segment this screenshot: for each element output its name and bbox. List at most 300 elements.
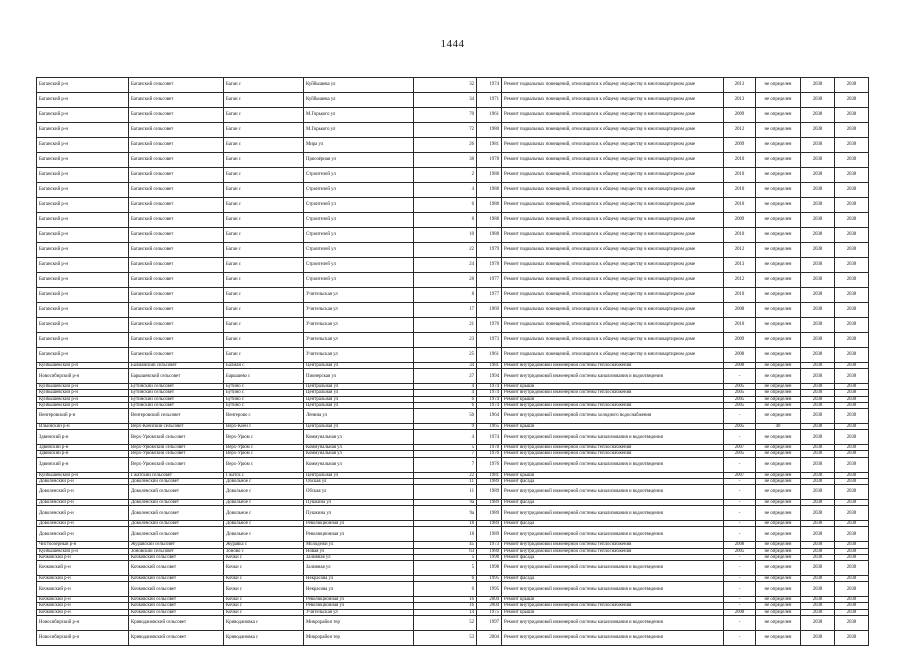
cell-house: 25 (414, 348, 477, 363)
cell-council: Баганский сельсовет (129, 213, 224, 228)
cell-district: Баганский р-н (37, 243, 129, 258)
cell-street: Учительская ул (304, 303, 414, 318)
cell-settlement: Баган с (224, 78, 304, 93)
cell-council: Доволенский сельсовет (129, 478, 224, 484)
cell-start: 2038 (801, 582, 835, 597)
cell-start: 2038 (801, 597, 835, 603)
cell-council: Кочковский сельсовет (129, 597, 224, 603)
cell-street: Учительская ул (304, 318, 414, 333)
cell-plan-year: - (724, 478, 756, 484)
cell-end: 2038 (835, 348, 869, 363)
cell-settlement: Баган с (224, 318, 304, 333)
cell-year: 1973 (477, 542, 502, 548)
cell-cost: не определен (756, 609, 801, 615)
cell-street: Микрорайон тер (304, 630, 414, 645)
cell-cost: не определен (756, 582, 801, 597)
cell-street: Центральная ул (304, 396, 414, 402)
cell-council: Доволенский сельсовет (129, 485, 224, 500)
cell-work: Ремонт фасада (502, 500, 724, 506)
cell-street: Коммунальная ул (304, 457, 414, 472)
cell-settlement: Баган с (224, 153, 304, 168)
table-row (37, 153, 869, 168)
cell-house: 6 (414, 402, 477, 408)
cell-street: Центральная ул (304, 402, 414, 408)
cell-start: 2038 (801, 348, 835, 363)
cell-house: 14 (414, 609, 477, 615)
cell-plan-year: 2010 (724, 183, 756, 198)
cell-house: 26 (414, 138, 477, 153)
table-row (37, 506, 869, 521)
cell-year: 1981 (477, 472, 502, 478)
cell-district: Баганский р-н (37, 153, 129, 168)
cell-street: Революционная ул (304, 603, 414, 609)
cell-plan-year: 2009 (724, 213, 756, 228)
cell-plan-year: 2010 (724, 153, 756, 168)
cell-year: 1989 (477, 527, 502, 542)
cell-work: Ремонт внутридомовой инженерной системы теплоснабжения (502, 603, 724, 609)
cell-district: Куйбышевский р-н (37, 548, 129, 554)
cell-street: Строителей ул (304, 213, 414, 228)
cell-work: Ремонт внутридомовой инженерной системы канализования и водоотведения (502, 485, 724, 500)
cell-settlement: Баган с (224, 258, 304, 273)
cell-year: 1981 (477, 138, 502, 153)
cell-street: Пионерская ул (304, 369, 414, 384)
cell-council: Кочковский сельсовет (129, 582, 224, 597)
cell-end: 2038 (835, 168, 869, 183)
cell-start: 2038 (801, 554, 835, 560)
cell-house: 6 (414, 582, 477, 597)
cell-start: 2038 (801, 561, 835, 576)
cell-council: Баганский сельсовет (129, 168, 224, 183)
cell-council: Криводановский сельсовет (129, 630, 224, 645)
cell-settlement: Барышево с (224, 369, 304, 384)
cell-start: 2038 (801, 318, 835, 333)
table-row (37, 369, 869, 384)
cell-house: 50 (414, 409, 477, 424)
table-row (37, 108, 869, 123)
cell-district: Баганский р-н (37, 273, 129, 288)
cell-district: Ильинский р-н (37, 424, 129, 430)
cell-plan-year: 2010 (724, 288, 756, 303)
cell-end: 2038 (835, 445, 869, 451)
cell-start: 2038 (801, 258, 835, 273)
cell-work: Ремонт крыши (502, 472, 724, 478)
cell-settlement: Довольное с (224, 506, 304, 521)
cell-start: 2038 (801, 603, 835, 609)
cell-district: Кочковский р-н (37, 576, 129, 582)
cell-house: 4 (414, 390, 477, 396)
cell-council: Баганский сельсовет (129, 318, 224, 333)
cell-house: 52 (414, 615, 477, 630)
cell-end: 2038 (835, 430, 869, 445)
cell-cost: не определен (756, 333, 801, 348)
cell-district: Баганский р-н (37, 93, 129, 108)
cell-council: Бутинский сельсовет (129, 384, 224, 390)
cell-year: 1989 (477, 506, 502, 521)
cell-house: 24 (414, 258, 477, 273)
cell-cost: не определен (756, 615, 801, 630)
cell-end: 2038 (835, 451, 869, 457)
cell-plan-year: 2013 (724, 258, 756, 273)
cell-street: Строителей ул (304, 228, 414, 243)
cell-start: 2038 (801, 472, 835, 478)
cell-street: Ленина ул (304, 409, 414, 424)
cell-work: Ремонт подвальных помещений, относящихся к общему имуществу в многоквартирном доме (502, 288, 724, 303)
cell-work: Ремонт внутридомовой инженерной системы канализования и водоотведения (502, 506, 724, 521)
cell-plan-year: 2008 (724, 348, 756, 363)
cell-cost: не определен (756, 228, 801, 243)
cell-cost: не определен (756, 183, 801, 198)
cell-cost: не определен (756, 542, 801, 548)
cell-plan-year: - (724, 630, 756, 645)
cell-end: 2038 (835, 153, 869, 168)
cell-start: 2038 (801, 630, 835, 645)
cell-district: Куйбышевский р-н (37, 402, 129, 408)
cell-work: Ремонт подвальных помещений, относящихся к общему имуществу в многоквартирном доме (502, 273, 724, 288)
cell-end: 2038 (835, 258, 869, 273)
table-row (37, 213, 869, 228)
cell-settlement: Баган с (224, 198, 304, 213)
cell-year: 1970 (477, 318, 502, 333)
cell-settlement: Бутино с (224, 396, 304, 402)
cell-plan-year: 2005 (724, 548, 756, 554)
cell-start: 2038 (801, 93, 835, 108)
cell-house: 17 (414, 303, 477, 318)
cell-district: Баганский р-н (37, 198, 129, 213)
cell-start: 2038 (801, 615, 835, 630)
cell-work: Ремонт подвальных помещений, относящихся к общему имуществу в многоквартирном доме (502, 78, 724, 93)
cell-year: 1995 (477, 582, 502, 597)
cell-street: Некрасова ул (304, 582, 414, 597)
cell-plan-year: 2008 (724, 303, 756, 318)
cell-cost: не определен (756, 273, 801, 288)
cell-cost: не определен (756, 108, 801, 123)
cell-district: Кочковский р-н (37, 582, 129, 597)
cell-work: Ремонт подвальных помещений, относящихся к общему имуществу в многоквартирном доме (502, 93, 724, 108)
cell-start: 2038 (801, 430, 835, 445)
cell-work: Ремонт подвальных помещений, относящихся к общему имуществу в многоквартирном доме (502, 198, 724, 213)
cell-plan-year: 2008 (724, 542, 756, 548)
cell-district: Куйбышевский р-н (37, 384, 129, 390)
cell-street: Куйбышева ул (304, 93, 414, 108)
cell-start: 2038 (801, 213, 835, 228)
cell-house: 22 (414, 472, 477, 478)
cell-district: Доволенский р-н (37, 478, 129, 484)
cell-plan-year: 2012 (724, 123, 756, 138)
cell-street: Строителей ул (304, 198, 414, 213)
table-row (37, 273, 869, 288)
cell-house: 7 (414, 451, 477, 457)
cell-house: 28 (414, 273, 477, 288)
cell-plan-year: - (724, 485, 756, 500)
cell-house: 8 (414, 288, 477, 303)
cell-end: 2038 (835, 384, 869, 390)
cell-end: 2038 (835, 363, 869, 369)
cell-plan-year: - (724, 597, 756, 603)
cell-house: 34 (414, 93, 477, 108)
cell-cost: не определен (756, 521, 801, 527)
cell-work: Ремонт крыши (502, 396, 724, 402)
cell-start: 2038 (801, 384, 835, 390)
cell-district: Доволенский р-н (37, 506, 129, 521)
cell-street: Революционная ул (304, 527, 414, 542)
cell-plan-year: - (724, 527, 756, 542)
cell-district: Новосибирский р-н (37, 615, 129, 630)
cell-district: Здвинский р-н (37, 451, 129, 457)
table-row (37, 630, 869, 645)
cell-start: 2038 (801, 457, 835, 472)
cell-end: 2038 (835, 198, 869, 213)
cell-district: Баганский р-н (37, 108, 129, 123)
cell-district: Венгеровский р-н (37, 409, 129, 424)
cell-house: 16 (414, 597, 477, 603)
cell-start: 2038 (801, 390, 835, 396)
cell-year: 1988 (477, 228, 502, 243)
cell-cost: не определен (756, 548, 801, 554)
cell-cost: не определен (756, 430, 801, 445)
cell-settlement: Криводановка с (224, 630, 304, 645)
cell-cost: не определен (756, 384, 801, 390)
cell-plan-year: 2012 (724, 243, 756, 258)
cell-house: 5 (414, 554, 477, 560)
cell-plan-year: 2005 (724, 402, 756, 408)
cell-settlement: Довольное с (224, 521, 304, 527)
cell-council: Баганский сельсовет (129, 228, 224, 243)
cell-end: 2038 (835, 228, 869, 243)
table-row (37, 228, 869, 243)
cell-plan-year: 2009 (724, 333, 756, 348)
cell-plan-year: 2005 (724, 390, 756, 396)
cell-end: 2038 (835, 478, 869, 484)
cell-council: Бутинский сельсовет (129, 390, 224, 396)
cell-cost: не определен (756, 506, 801, 521)
cell-settlement: Баган с (224, 168, 304, 183)
cell-work: Ремонт внутридомовой инженерной системы канализования и водоотведения (502, 369, 724, 384)
cell-district: Баганский р-н (37, 213, 129, 228)
cell-district: Доволенский р-н (37, 521, 129, 527)
cell-cost: не определен (756, 478, 801, 484)
cell-house: 18 (414, 521, 477, 527)
cell-end: 2038 (835, 390, 869, 396)
cell-end: 2038 (835, 243, 869, 258)
cell-start: 2038 (801, 521, 835, 527)
cell-settlement: Кочки с (224, 554, 304, 560)
cell-work: Ремонт внутридомовой инженерной системы канализования и водоотведения (502, 457, 724, 472)
table-row (37, 243, 869, 258)
cell-plan-year: - (724, 369, 756, 384)
cell-plan-year: 2008 (724, 609, 756, 615)
cell-plan-year: 2010 (724, 318, 756, 333)
cell-year: 1980 (477, 548, 502, 554)
cell-year: 1974 (477, 396, 502, 402)
cell-settlement: Довольное с (224, 527, 304, 542)
table-row (37, 303, 869, 318)
cell-settlement: Довольное с (224, 478, 304, 484)
cell-start: 2038 (801, 506, 835, 521)
cell-work: Ремонт подвальных помещений, относящихся к общему имуществу в многоквартирном доме (502, 138, 724, 153)
cell-work: Ремонт внутридомовой инженерной системы теплоснабжения (502, 548, 724, 554)
cell-house: 10 (414, 228, 477, 243)
cell-work: Ремонт подвальных помещений, относящихся к общему имуществу в многоквартирном доме (502, 153, 724, 168)
table-row (37, 168, 869, 183)
cell-street: Новая ул (304, 548, 414, 554)
cell-year: 1994 (477, 369, 502, 384)
cell-street: Куйбышева ул (304, 78, 414, 93)
cell-council: Бутинский сельсовет (129, 402, 224, 408)
cell-year: 1976 (477, 451, 502, 457)
cell-start: 2038 (801, 451, 835, 457)
cell-house: 38 (414, 153, 477, 168)
cell-district: Кочковский р-н (37, 609, 129, 615)
cell-cost: не определен (756, 363, 801, 369)
cell-work: Ремонт внутридомовой инженерной системы холодного водоснабжения (502, 409, 724, 424)
cell-start: 2038 (801, 478, 835, 484)
cell-settlement: Баган с (224, 228, 304, 243)
cell-house: 22 (414, 243, 477, 258)
cell-cost: не определен (756, 138, 801, 153)
cell-year: 1965 (477, 424, 502, 430)
cell-house: 2 (414, 168, 477, 183)
cell-end: 2038 (835, 369, 869, 384)
cell-end: 2038 (835, 457, 869, 472)
cell-year: 1961 (477, 348, 502, 363)
cell-plan-year: 2010 (724, 228, 756, 243)
cell-end: 2038 (835, 273, 869, 288)
cell-work: Ремонт крыши (502, 384, 724, 390)
cell-district: Баганский р-н (37, 303, 129, 318)
registry-table (36, 77, 869, 646)
cell-settlement: Кочки с (224, 597, 304, 603)
cell-cost: не определен (756, 258, 801, 273)
cell-cost: не определен (756, 561, 801, 576)
cell-council: Верх-Урюмский сельсовет (129, 445, 224, 451)
cell-cost: не определен (756, 603, 801, 609)
cell-district: Баганский р-н (37, 348, 129, 363)
cell-council: Баганский сельсовет (129, 303, 224, 318)
cell-house: 6 (414, 576, 477, 582)
cell-start: 2038 (801, 609, 835, 615)
cell-year: 1979 (477, 243, 502, 258)
cell-work: Ремонт внутридомовой инженерной системы теплоснабжения (502, 390, 724, 396)
cell-end: 2038 (835, 213, 869, 228)
cell-house: 45 (414, 542, 477, 548)
cell-plan-year: 2009 (724, 108, 756, 123)
cell-start: 2038 (801, 576, 835, 582)
cell-plan-year: 2010 (724, 168, 756, 183)
cell-street: Микрорайон тер (304, 615, 414, 630)
cell-settlement: Баган с (224, 213, 304, 228)
cell-house: 63 (414, 548, 477, 554)
cell-start: 2038 (801, 424, 835, 430)
cell-settlement: Довольное с (224, 500, 304, 506)
cell-start: 2038 (801, 363, 835, 369)
cell-year: 1977 (477, 273, 502, 288)
cell-start: 2038 (801, 303, 835, 318)
cell-end: 2038 (835, 609, 869, 615)
cell-work: Ремонт подвальных помещений, относящихся к общему имуществу в многоквартирном доме (502, 213, 724, 228)
cell-house: 16 (414, 603, 477, 609)
cell-council: Баганский сельсовет (129, 288, 224, 303)
cell-district: Новосибирский р-н (37, 630, 129, 645)
cell-cost: не определен (756, 123, 801, 138)
cell-start: 2038 (801, 168, 835, 183)
cell-plan-year: - (724, 576, 756, 582)
cell-street: М.Горького ул (304, 123, 414, 138)
cell-council: Кочковский сельсовет (129, 576, 224, 582)
table-row (37, 527, 869, 542)
cell-house: 6 (414, 198, 477, 213)
cell-council: Доволенский сельсовет (129, 500, 224, 506)
cell-cost: не определен (756, 409, 801, 424)
cell-start: 2038 (801, 409, 835, 424)
cell-council: Баганский сельсовет (129, 198, 224, 213)
cell-settlement: Зоново с (224, 548, 304, 554)
cell-year: 1974 (477, 402, 502, 408)
cell-year: 1971 (477, 93, 502, 108)
cell-cost: не определен (756, 213, 801, 228)
cell-start: 2038 (801, 527, 835, 542)
cell-start: 2038 (801, 153, 835, 168)
cell-house: 53 (414, 630, 477, 645)
cell-settlement: Криводановка с (224, 615, 304, 630)
cell-plan-year: 2005 (724, 384, 756, 390)
cell-year: 1988 (477, 213, 502, 228)
cell-council: Баганский сельсовет (129, 123, 224, 138)
cell-settlement: Бутино с (224, 384, 304, 390)
cell-year: 1988 (477, 198, 502, 213)
cell-cost: не определен (756, 457, 801, 472)
cell-end: 2038 (835, 576, 869, 582)
cell-settlement: Кочки с (224, 609, 304, 615)
cell-street: Строителей ул (304, 258, 414, 273)
cell-settlement: Баган с (224, 243, 304, 258)
cell-settlement: Верх-Урюм с (224, 445, 304, 451)
cell-council: Верх-Коенский сельсовет (129, 424, 224, 430)
cell-street: Революционная ул (304, 521, 414, 527)
cell-plan-year: 2007 (724, 472, 756, 478)
cell-start: 2038 (801, 333, 835, 348)
cell-council: Баганский сельсовет (129, 78, 224, 93)
cell-year: 1989 (477, 500, 502, 506)
cell-cost: не определен (756, 472, 801, 478)
cell-council: Доволенский сельсовет (129, 527, 224, 542)
cell-street: Центральная ул (304, 384, 414, 390)
page-number: 1444 (440, 38, 465, 50)
cell-cost: не определен (756, 390, 801, 396)
table-row (37, 258, 869, 273)
cell-cost: не определен (756, 198, 801, 213)
cell-street: Учительская ул (304, 333, 414, 348)
cell-settlement: Баган с (224, 108, 304, 123)
cell-plan-year: - (724, 603, 756, 609)
cell-district: Кочковский р-н (37, 561, 129, 576)
cell-house: 72 (414, 123, 477, 138)
cell-settlement: Баган с (224, 348, 304, 363)
cell-district: Баганский р-н (37, 288, 129, 303)
cell-cost: 40 (756, 424, 801, 430)
cell-year: 1988 (477, 183, 502, 198)
cell-year: 1981 (477, 363, 502, 369)
cell-work: Ремонт крыши (502, 597, 724, 603)
cell-year: 1974 (477, 78, 502, 93)
cell-street: Революционная ул (304, 597, 414, 603)
cell-end: 2038 (835, 597, 869, 603)
cell-council: Баганский сельсовет (129, 243, 224, 258)
cell-work: Ремонт крыши (502, 609, 724, 615)
cell-work: Ремонт внутридомовой инженерной системы канализования и водоотведения (502, 615, 724, 630)
cell-district: Доволенский р-н (37, 527, 129, 542)
cell-settlement: Верх-Урюм с (224, 430, 304, 445)
